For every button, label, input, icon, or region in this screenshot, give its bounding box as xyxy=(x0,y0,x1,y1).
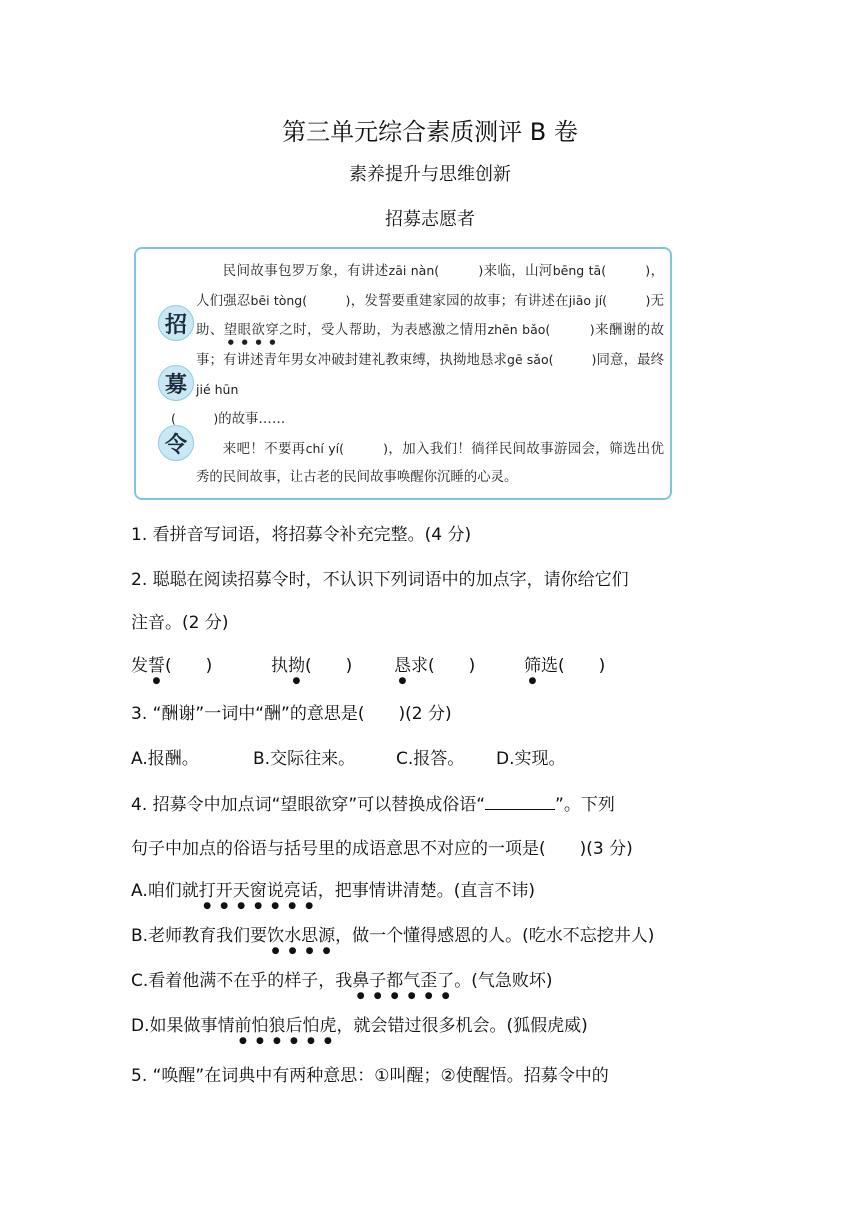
dotted-phrase: 鼻子都气歪了 xyxy=(352,971,455,991)
question-4-option-a[interactable] xyxy=(131,880,535,911)
text-segment: ”。下列 xyxy=(555,795,615,815)
question-2-line-2: 注音。(2 分) xyxy=(131,613,229,633)
pinyin-blank[interactable]: chí yí( ) xyxy=(305,440,389,456)
answer-blank[interactable]: ( ) xyxy=(428,656,476,676)
answer-blank[interactable]: ( ) xyxy=(165,656,213,676)
pinyin-blank[interactable]: bēng tā( ) xyxy=(552,263,651,278)
text-segment: 民间故事包罗万象，有讲述 xyxy=(222,264,389,279)
dotted-char: 拗 xyxy=(288,656,305,676)
pinyin-blank[interactable]: gē sǎo( ) xyxy=(507,352,597,367)
text-segment: 无助、 xyxy=(196,293,665,338)
notice-text xyxy=(171,257,665,493)
recruitment-notice-box xyxy=(134,247,672,500)
answer-blank[interactable]: ( ) xyxy=(305,656,353,676)
question-2-words xyxy=(131,655,605,686)
question-4-option-b[interactable] xyxy=(131,925,654,956)
word-text: 选 xyxy=(541,656,558,676)
pinyin-blank[interactable]: ( ) xyxy=(171,411,219,426)
text-segment: 来临，山河 xyxy=(483,264,553,279)
question-3: 3. “酬谢”一词中“酬”的意思是( )(2 分) xyxy=(131,704,452,724)
dotted-word: 望眼欲穿 xyxy=(223,323,280,338)
dotted-char: 筛 xyxy=(524,656,541,676)
pinyin-blank[interactable]: zāi nàn( ) xyxy=(388,263,484,278)
word-item xyxy=(524,655,605,686)
option-text: ，把事情讲清楚。(直言不讳) xyxy=(317,881,535,901)
text-segment: ，人们强忍 xyxy=(196,264,664,309)
option-text: A.咱们就 xyxy=(131,881,199,901)
option-text: ，做一个懂得感恩的人。(吃水不忘挖井人) xyxy=(335,926,655,946)
text-segment: ，加入我们！徜徉民间故事游园会，筛选出优秀的民间故事，让古老的民间故事唤醒你沉睡的心灵。 xyxy=(196,441,665,485)
question-3-options xyxy=(131,748,566,770)
option-text: 。(气急败坏) xyxy=(454,971,553,991)
pinyin-label: jié hūn xyxy=(196,381,239,397)
dotted-char: 恳 xyxy=(394,656,411,676)
fill-blank[interactable] xyxy=(485,793,555,810)
text-segment: 4. 招募令中加点词“望眼欲穿”可以替换成俗语“ xyxy=(131,795,486,815)
option-text: D.如果做事情 xyxy=(131,1016,235,1036)
dotted-char: 誓 xyxy=(148,656,165,676)
option-d[interactable]: D.实现。 xyxy=(496,749,566,769)
question-4-line-1 xyxy=(131,793,615,816)
option-text: B.老师教育我们要 xyxy=(131,926,268,946)
subsection-title: 招募志愿者 xyxy=(385,209,475,230)
text-segment: 的故事…… xyxy=(218,412,286,427)
pinyin-blank[interactable]: bēi tòng( ) xyxy=(250,292,351,308)
word-text: 求 xyxy=(411,656,428,676)
notice-paragraph-2 xyxy=(196,435,664,493)
badge-zhao: 招 xyxy=(158,305,194,341)
text-segment: 来吧！不要再 xyxy=(222,441,306,457)
section-title: 素养提升与思维创新 xyxy=(349,164,511,185)
answer-blank[interactable]: ( ) xyxy=(558,656,606,676)
text-segment: 之时，受人帮助，为表感激之情用 xyxy=(279,323,488,338)
word-text: 执 xyxy=(271,656,288,676)
question-4-line-2: 句子中加点的俗语与括号里的成语意思不对应的一项是( )(3 分) xyxy=(131,839,633,859)
dotted-phrase: 饮水思源 xyxy=(267,926,336,946)
notice-paragraph-1 xyxy=(171,257,665,435)
question-4-option-c[interactable] xyxy=(131,970,553,1001)
dotted-phrase: 打开天窗说亮话 xyxy=(198,881,318,901)
option-text: ，就会错过很多机会。(狐假虎威) xyxy=(336,1016,588,1036)
pinyin-blank[interactable]: zhēn bǎo( ) xyxy=(487,322,595,337)
text-segment: 同意，最终 xyxy=(596,353,665,368)
question-2-line-1: 2. 聪聪在阅读招募令时，不认识下列词语中的加点字，请你给它们 xyxy=(131,570,629,590)
badge-mu: 募 xyxy=(158,365,194,401)
text-segment: 来酬谢的故事；有讲述青年男女冲破封建礼教束缚，执拗地恳求 xyxy=(196,323,665,368)
badge-ling: 令 xyxy=(158,425,194,461)
option-a[interactable]: A.报酬。 xyxy=(131,749,199,769)
question-4-option-d[interactable] xyxy=(131,1015,588,1046)
word-item xyxy=(131,655,271,686)
question-1: 1. 看拼音写词语，将招募令补充完整。(4 分) xyxy=(131,525,472,545)
word-item xyxy=(271,655,394,686)
word-text: 发 xyxy=(131,656,148,676)
dotted-phrase: 前怕狼后怕虎 xyxy=(234,1016,337,1036)
pinyin-blank[interactable]: jiāo jí( ) xyxy=(568,292,651,308)
option-text: C.看着他满不在乎的样子，我 xyxy=(131,971,353,991)
page-title: 第三单元综合素质测评 B 卷 xyxy=(282,118,578,146)
option-b[interactable]: B.交际往来。 xyxy=(253,749,356,769)
option-c[interactable]: C.报答。 xyxy=(396,749,465,769)
question-5: 5. “唤醒”在词典中有两种意思：①叫醒；②使醒悟。招募令中的 xyxy=(131,1066,609,1086)
text-segment: ，发誓要重建家园的故事；有讲述在 xyxy=(350,293,569,309)
word-item xyxy=(394,655,524,686)
